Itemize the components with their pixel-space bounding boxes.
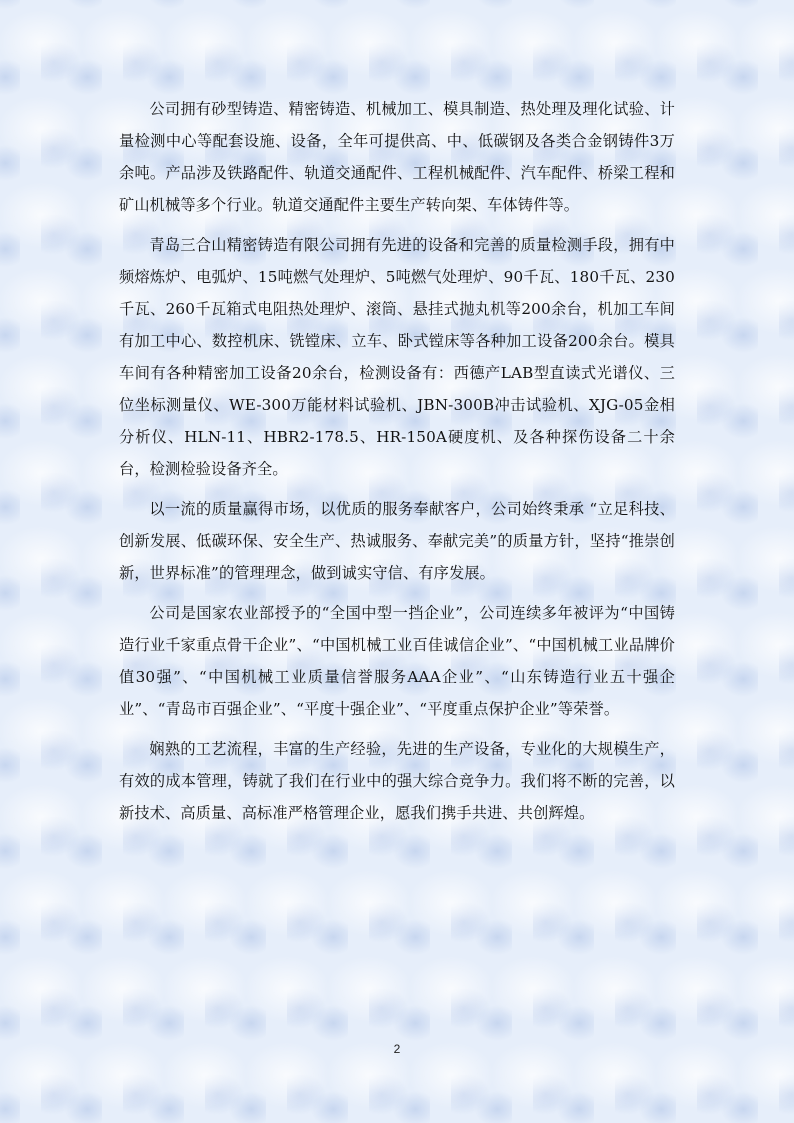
paragraph-closing: 娴熟的工艺流程，丰富的生产经验，先进的生产设备，专业化的大规模生产，有效的成本管理，铸就了我们在行业中的强大综合竞争力。我们将不断的完善，以新技术、高质量、高标准严格管理企业，愿我们携手共进、共创辉煌。 bbox=[119, 740, 675, 822]
paragraph-facilities: 公司拥有砂型铸造、精密铸造、机械加工、模具制造、热处理及理化试验、计量检测中心等配套设施、设备，全年可提供高、中、低碳钢及各类合金钢铸件3万余吨。产品涉及铁路配件、轨道交通配件、工程机械配件、汽车配件、桥梁工程和矿山机械等多个行业。轨道交通配件主要生产转向架、车体铸件等。 bbox=[119, 100, 675, 214]
document-body bbox=[119, 93, 675, 837]
paragraph-honors: 公司是国家农业部授予的“全国中型一挡企业”，公司连续多年被评为“中国铸造行业千家重点骨干企业”、“中国机械工业百佳诚信企业”、“中国机械工业品牌价值30强”、“中国机械工业质量信誉服务AAA企业”、“山东铸造行业五十强企业”、“青岛市百强企业”、“平度十强企业”、“平度重点保护企业”等荣誉。 bbox=[119, 604, 675, 718]
paragraph-equipment: 青岛三合山精密铸造有限公司拥有先进的设备和完善的质量检测手段，拥有中频熔炼炉、电弧炉、15吨燃气处理炉、5吨燃气处理炉、90千瓦、180千瓦、230千瓦、260千瓦箱式电阻热处理炉、滚筒、悬挂式抛丸机等200余台，机加工车间有加工中心、数控机床、铣镗床、立车、卧式镗床等各种加工设备200余台。模具车间有各种精密加工设备20余台，检测设备有：西德产LAB型直读式光谱仪、三位坐标测量仪、WE-300万能材料试验机、JBN-300B冲击试验机、XJG-05金相分析仪、HLN-11、HBR2-178.5、HR-150A硬度机、及各种探伤设备二十余台，检测检验设备齐全。 bbox=[119, 236, 675, 478]
paragraph-quality-policy: 以一流的质量赢得市场，以优质的服务奉献客户，公司始终秉承 “立足科技、创新发展、低碳环保、安全生产、热诚服务、奉献完美”的质量方针，坚持“推崇创新，世界标准”的管理理念，做到诚实守信、有序发展。 bbox=[119, 500, 675, 582]
page-number: 2 bbox=[393, 1042, 401, 1056]
